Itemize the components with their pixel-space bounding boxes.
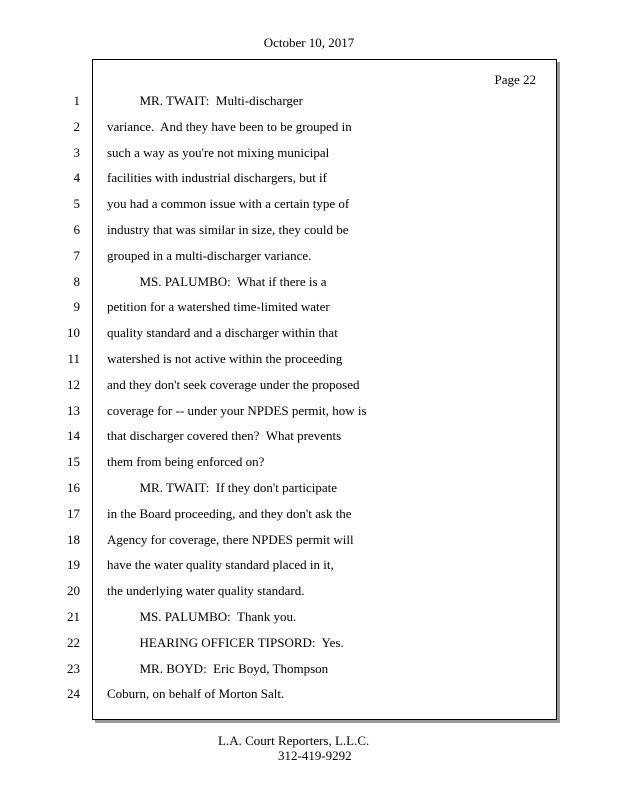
line-number: 9 <box>73 299 80 315</box>
line-text: that discharger covered then? What prevents <box>107 428 342 444</box>
transcript-line <box>0 630 618 656</box>
line-number: 10 <box>67 325 80 341</box>
line-text: MR. TWAIT: Multi-discharger <box>107 93 304 108</box>
line-number: 23 <box>67 660 80 676</box>
line-number: 3 <box>73 144 80 160</box>
line-number: 20 <box>67 583 80 599</box>
transcript-line <box>0 552 618 578</box>
line-text: industry that was similar in size, they could be <box>107 221 349 237</box>
line-text: quality standard and a discharger within that <box>107 325 338 341</box>
transcript-line <box>0 398 618 424</box>
line-text: and they don't seek coverage under the proposed <box>107 376 360 392</box>
transcript-line <box>0 165 618 191</box>
transcript-line <box>0 578 618 604</box>
line-number: 18 <box>67 531 80 547</box>
line-number: 6 <box>73 221 80 237</box>
line-text: them from being enforced on? <box>107 454 265 470</box>
line-text: have the water quality standard placed in it, <box>107 557 334 573</box>
line-number: 14 <box>67 428 80 444</box>
line-number: 24 <box>67 686 80 702</box>
transcript-line <box>0 604 618 630</box>
line-number: 21 <box>67 608 80 624</box>
transcript-line <box>0 269 618 295</box>
line-text: variance. And they have been to be grouped in <box>107 118 352 134</box>
line-text: HEARING OFFICER TIPSORD: Yes. <box>107 634 344 650</box>
line-number: 8 <box>73 273 80 289</box>
line-text: MR. TWAIT: If they don't participate <box>107 479 337 495</box>
line-text: you had a common issue with a certain type of <box>107 196 350 212</box>
line-text: watershed is not active within the proceeding <box>107 350 343 366</box>
line-number: 1 <box>73 93 80 108</box>
header-date: October 10, 2017 <box>263 35 355 50</box>
footer-phone: 312-419-9292 <box>278 748 352 763</box>
transcript-line <box>0 346 618 372</box>
transcript-line <box>0 294 618 320</box>
transcript-line <box>0 449 618 475</box>
transcript-line <box>0 140 618 166</box>
line-number: 11 <box>67 350 80 366</box>
line-text: Agency for coverage, there NPDES permit will <box>107 531 354 547</box>
transcript-line <box>0 501 618 527</box>
line-number: 12 <box>67 376 80 392</box>
line-number: 17 <box>67 505 80 521</box>
line-text: MS. PALUMBO: What if there is a <box>107 273 327 289</box>
line-text: grouped in a multi-discharger variance. <box>107 247 312 263</box>
line-number: 4 <box>73 170 80 186</box>
line-text: petition for a watershed time-limited water <box>107 299 330 315</box>
transcript-line <box>0 114 618 140</box>
line-text: facilities with industrial dischargers, but if <box>107 170 327 186</box>
line-number: 22 <box>67 634 80 650</box>
line-number: 19 <box>67 557 80 573</box>
transcript-line <box>0 527 618 553</box>
transcript-line <box>0 372 618 398</box>
transcript-line <box>0 88 618 114</box>
transcript-line <box>0 320 618 346</box>
transcript-line <box>0 191 618 217</box>
transcript-line <box>0 475 618 501</box>
line-text: MS. PALUMBO: Thank you. <box>107 608 297 624</box>
line-number: 2 <box>73 118 80 134</box>
line-number: 15 <box>67 454 80 470</box>
transcript-line <box>0 423 618 449</box>
line-text: such a way as you're not mixing municipal <box>107 144 330 160</box>
line-number: 16 <box>67 479 80 495</box>
line-text: Coburn, on behalf of Morton Salt. <box>107 686 285 702</box>
transcript-line <box>0 243 618 269</box>
line-number: 13 <box>67 402 80 418</box>
page-number: Page 22 <box>494 72 536 87</box>
transcript-line <box>0 217 618 243</box>
line-number: 5 <box>73 196 80 212</box>
line-number: 7 <box>73 247 80 263</box>
transcript-line <box>0 681 618 707</box>
transcript-line <box>0 656 618 682</box>
footer-reporter: L.A. Court Reporters, L.L.C. <box>218 733 370 748</box>
line-text: in the Board proceeding, and they don't ask the <box>107 505 352 521</box>
transcript-lines <box>0 88 618 707</box>
line-text: the underlying water quality standard. <box>107 583 305 599</box>
line-text: coverage for -- under your NPDES permit, how is <box>107 402 367 418</box>
line-text: MR. BOYD: Eric Boyd, Thompson <box>107 660 329 676</box>
